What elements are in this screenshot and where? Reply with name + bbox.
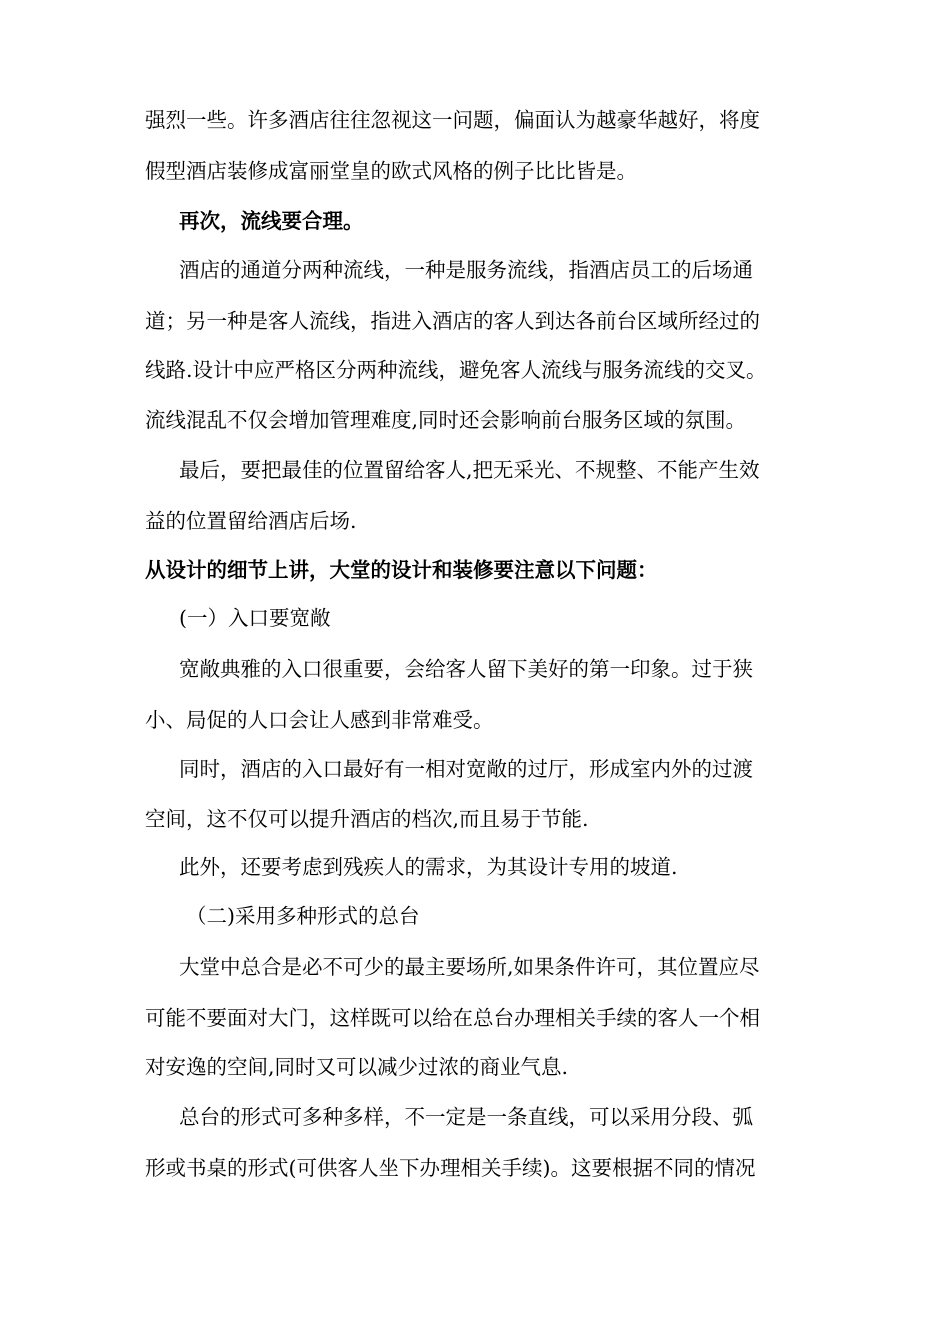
text-line: 同时，酒店的入口最好有一相对宽敞的过厅，形成室内外的过渡 <box>179 757 753 781</box>
text-line: 对安逸的空间,同时又可以减少过浓的商业气息. <box>145 1055 569 1079</box>
text-line: 空间，这不仅可以提升酒店的档次,而且易于节能. <box>145 807 589 831</box>
subsection-heading: （二)采用多种形式的总台 <box>186 904 420 928</box>
text-line: 假型酒店装修成富丽堂皇的欧式风格的例子比比皆是。 <box>145 159 637 183</box>
text-line: 道；另一种是客人流线，指进入酒店的客人到达各前台区域所经过的 <box>145 309 760 333</box>
text-line: 强烈一些。许多酒店往往忽视这一问题，偏面认为越豪华越好，将度 <box>145 108 760 132</box>
text-line: 形或书桌的形式(可供客人坐下办理相关手续)。这要根据不同的情况 <box>145 1156 756 1180</box>
text-line: 宽敞典雅的入口很重要，会给客人留下美好的第一印象。过于狭 <box>179 657 753 681</box>
text-line: 大堂中总合是必不可少的最主要场所,如果条件许可，其位置应尽 <box>179 955 760 979</box>
section-heading: 从设计的细节上讲，大堂的设计和装修要注意以下问题： <box>145 558 658 582</box>
text-line: 最后，要把最佳的位置留给客人,把无采光、不规整、不能产生效 <box>179 458 760 482</box>
text-line: 流线混乱不仅会增加管理难度,同时还会影响前台服务区域的氛围。 <box>145 408 747 432</box>
section-heading: 再次，流线要合理。 <box>179 209 364 233</box>
text-line: 线路.设计中应严格区分两种流线，避免客人流线与服务流线的交叉。 <box>145 358 767 382</box>
text-line: 小、局促的人口会让人感到非常难受。 <box>145 708 494 732</box>
subsection-heading: (一）入口要宽敞 <box>179 606 331 630</box>
text-line: 此外，还要考虑到残疾人的需求，为其设计专用的坡道. <box>179 855 678 879</box>
text-line: 酒店的通道分两种流线，一种是服务流线，指酒店员工的后场通 <box>179 258 753 282</box>
text-line: 益的位置留给酒店后场. <box>145 509 357 533</box>
text-line: 总台的形式可多种多样，不一定是一条直线，可以采用分段、弧 <box>179 1105 753 1129</box>
text-line: 可能不要面对大门，这样既可以给在总台办理相关手续的客人一个相 <box>145 1006 760 1030</box>
